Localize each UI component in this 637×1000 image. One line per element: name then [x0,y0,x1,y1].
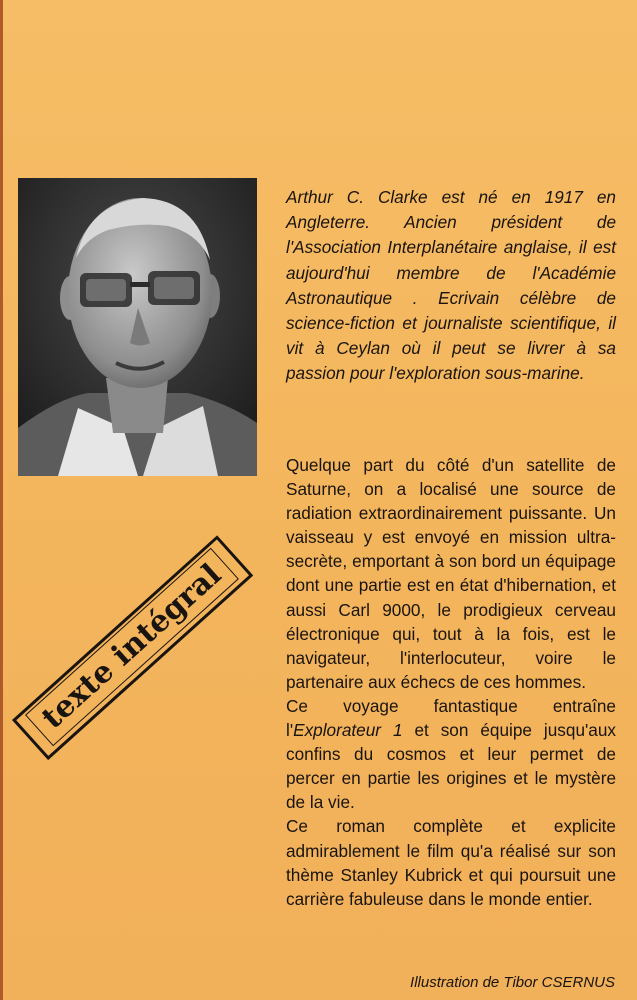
author-biography: Arthur C. Clarke est né en 1917 en Angleterre. Ancien président de l'Association Interplanétaire anglaise, il est aujourd'hui membre de l'Académie Astronautique . Ecrivain célèbre de science-fiction et journaliste scientifique, il vit à Ceylan où il peut se livrer à sa passion pour l'exploration sous-marine. [286,187,616,384]
book-synopsis [286,453,616,911]
synopsis-paragraph-2-start: Ce voyage fantastique entraîne l' [286,695,616,741]
synopsis-paragraph-2-end: et son équipe jusqu'aux confins du cosmos et leur permet de percer en partie les origines et le mystère de la vie. [286,720,616,813]
illustration-credit: Illustration de Tibor CSERNUS [410,974,615,991]
stamp-label: texte intégral [25,548,239,746]
synopsis-paragraph-1: Quelque part du côté d'un satellite de Saturne, on a localisé une source de radiation extraordinairement puissante. Un vaisseau y est envoyé en mission ultra-secrète, emportant à son bord un équipage dont une partie est en état d'hibernation, et aussi Carl 9000, le prodigieux cerveau électronique qui, tout à la fois, est le navigateur, l'interlocuteur, voire le partenaire aux échecs de ces hommes. [286,455,616,692]
ship-name: Explorateur 1 [293,720,403,741]
synopsis-paragraph-2 [286,694,616,814]
cover-spine-edge [0,0,3,1000]
synopsis-paragraph-3: Ce roman complète et explicite admirablement le film qu'a réalisé sur son thème Stanley Kubrick et qui poursuit une carrière fabuleuse dans le monde entier. [286,816,616,909]
author-portrait [18,178,257,476]
